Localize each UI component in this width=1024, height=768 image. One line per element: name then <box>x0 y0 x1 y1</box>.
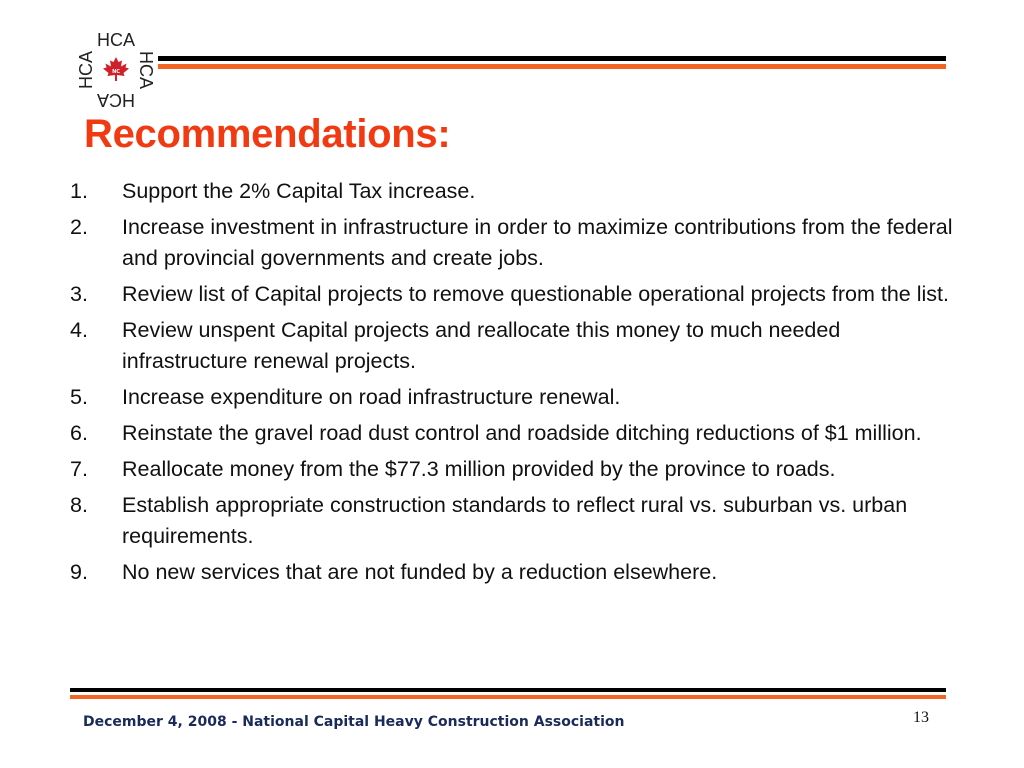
logo-text-bottom: HCA <box>96 90 136 110</box>
list-item-text: Increase investment in infrastructure in order to maximize contributions from the federal and provincial governments and create jobs. <box>122 215 953 270</box>
list-item-number: 9. <box>70 560 88 584</box>
recommendations-list <box>70 176 960 593</box>
list-item <box>70 490 960 552</box>
list-item-number: 7. <box>70 457 88 481</box>
slide-title: Recommendations: <box>84 112 451 156</box>
header-rule-orange <box>158 64 946 69</box>
list-item <box>70 315 960 377</box>
list-item-text: Reallocate money from the $77.3 million provided by the province to roads. <box>122 457 836 481</box>
list-item-text: Reinstate the gravel road dust control and roadside ditching reductions of $1 million. <box>122 421 922 445</box>
logo-text-left: HCA <box>76 50 96 90</box>
page-number: 13 <box>913 709 929 726</box>
hca-logo <box>76 30 156 110</box>
list-item-number: 1. <box>70 179 88 203</box>
list-item-text: Establish appropriate construction standards to reflect rural vs. suburban vs. urban requirements. <box>122 493 908 548</box>
list-item <box>70 418 960 449</box>
list-item-text: Review unspent Capital projects and reallocate this money to much needed infrastructure renewal projects. <box>122 318 841 373</box>
list-item <box>70 557 960 588</box>
list-item-number: 2. <box>70 215 88 239</box>
list-item <box>70 454 960 485</box>
list-item-number: 4. <box>70 318 88 342</box>
list-item-text: Increase expenditure on road infrastructure renewal. <box>122 385 621 409</box>
list-item-text: Review list of Capital projects to remove questionable operational projects from the list. <box>122 282 949 306</box>
list-item-text: No new services that are not funded by a reduction elsewhere. <box>122 560 718 584</box>
logo-text-top: HCA <box>96 30 136 50</box>
logo-badge: NC <box>112 69 120 75</box>
list-item-number: 8. <box>70 493 88 517</box>
list-item-number: 3. <box>70 282 88 306</box>
footer-rule-orange <box>70 695 946 699</box>
list-item <box>70 176 960 207</box>
header-rule-black <box>158 56 946 61</box>
footer-rule-black <box>70 688 946 692</box>
list-item-number: 6. <box>70 421 88 445</box>
list-item <box>70 382 960 413</box>
list-item-text: Support the 2% Capital Tax increase. <box>122 179 476 203</box>
footer-text: December 4, 2008 - National Capital Heavy Construction Association <box>83 714 625 730</box>
list-item <box>70 212 960 274</box>
logo-text-right: HCA <box>136 50 156 90</box>
list-item-number: 5. <box>70 385 88 409</box>
list-item <box>70 279 960 310</box>
